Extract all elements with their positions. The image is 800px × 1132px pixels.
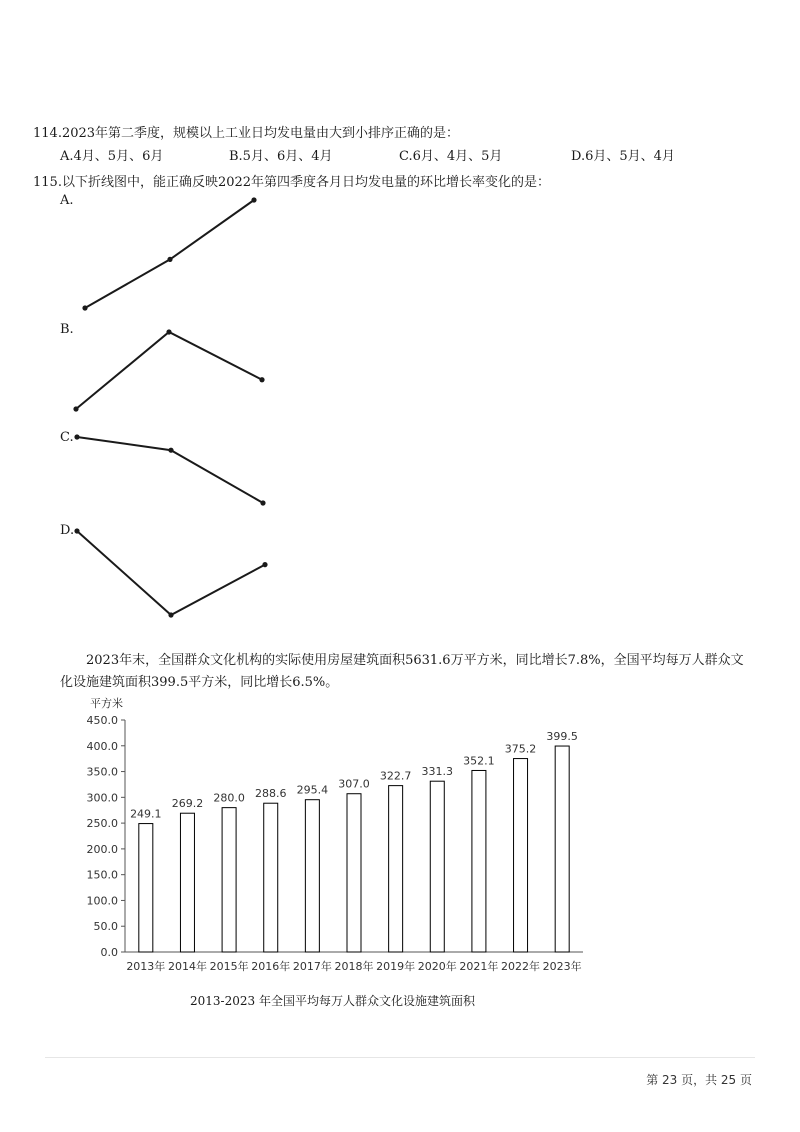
q115-option-a-label: A. (60, 193, 74, 208)
q114-option-b: B.5月、6月、4月 (229, 149, 333, 164)
bar-value-label: 249.1 (130, 807, 162, 821)
question-114: 114.2023年第二季度，规模以上工业日均发电量由大到小排序正确的是： (33, 126, 460, 141)
x-tick-label: 2018年 (334, 960, 374, 973)
q115-option-b-label: B. (60, 322, 74, 337)
bar-2017年 (305, 800, 319, 952)
bar-2015年 (222, 808, 236, 952)
bar-2014年 (180, 813, 194, 952)
page-number: 第 23 页，共 25 页 (646, 1073, 752, 1087)
x-tick-label: 2014年 (167, 960, 207, 973)
y-tick-label: 0.0 (100, 946, 118, 959)
q115-option-c-label: C. (60, 430, 74, 445)
y-tick-label: 150.0 (86, 868, 118, 882)
bar-value-label: 288.6 (254, 787, 287, 801)
question-115: 115.以下折线图中，能正确反映2022年第四季度各月日均发电量的环比增长率变化的是： (33, 175, 551, 190)
bar-value-label: 331.3 (421, 765, 454, 779)
y-axis-unit-label: 平方米 (90, 697, 123, 710)
x-tick-label: 2020年 (417, 960, 457, 973)
bar-2021年 (472, 770, 486, 952)
x-tick-label: 2013年 (126, 960, 166, 973)
bar-value-label: 307.0 (338, 777, 370, 791)
bar-value-label: 295.4 (296, 783, 329, 797)
chart-title: 2013-2023 年全国平均每万人群众文化设施建筑面积 (190, 994, 475, 1008)
bar-value-label: 399.5 (546, 730, 578, 744)
bar-2013年 (139, 824, 153, 952)
y-tick-label: 100.0 (86, 894, 118, 908)
bar-2023年 (555, 746, 569, 952)
q114-option-d: D.6月、5月、4月 (571, 149, 675, 164)
bar-2020年 (430, 781, 444, 952)
bar-value-label: 352.1 (463, 754, 495, 768)
bar-value-label: 375.2 (504, 742, 537, 756)
x-tick-label: 2015年 (209, 960, 249, 973)
y-tick-label: 200.0 (86, 842, 118, 856)
y-tick-label: 300.0 (86, 791, 118, 805)
y-tick-label: 50.0 (93, 920, 118, 934)
q114-option-a: A.4月、5月、6月 (60, 149, 164, 164)
q114-option-c: C.6月、4月、5月 (399, 149, 503, 164)
bar-value-label: 322.7 (379, 769, 412, 783)
bar-value-label: 280.0 (213, 791, 245, 805)
y-tick-label: 400.0 (86, 739, 118, 753)
q115-option-d-label: D. (60, 523, 75, 538)
bar-2018年 (347, 794, 361, 952)
bar-2019年 (389, 786, 403, 952)
y-tick-label: 450.0 (86, 714, 118, 727)
y-tick-label: 250.0 (86, 817, 118, 831)
x-tick-label: 2022年 (501, 960, 541, 973)
x-tick-label: 2017年 (292, 960, 332, 973)
x-tick-label: 2016年 (251, 960, 291, 973)
statistics-paragraph: 2023年末，全国群众文化机构的实际使用房屋建筑面积5631.6万平方米，同比增长7.8%，全国平均每万人群众文化设施建筑面积399.5平方米，同比增长6.5%。 (60, 653, 744, 690)
footer-divider (45, 1057, 755, 1058)
bar-2022年 (514, 759, 528, 952)
x-tick-label: 2019年 (376, 960, 416, 973)
y-tick-label: 350.0 (86, 765, 118, 779)
x-tick-label: 2021年 (459, 960, 499, 973)
bar-2016年 (264, 803, 278, 952)
bar-value-label: 269.2 (171, 797, 204, 811)
x-tick-label: 2023年 (542, 960, 582, 973)
